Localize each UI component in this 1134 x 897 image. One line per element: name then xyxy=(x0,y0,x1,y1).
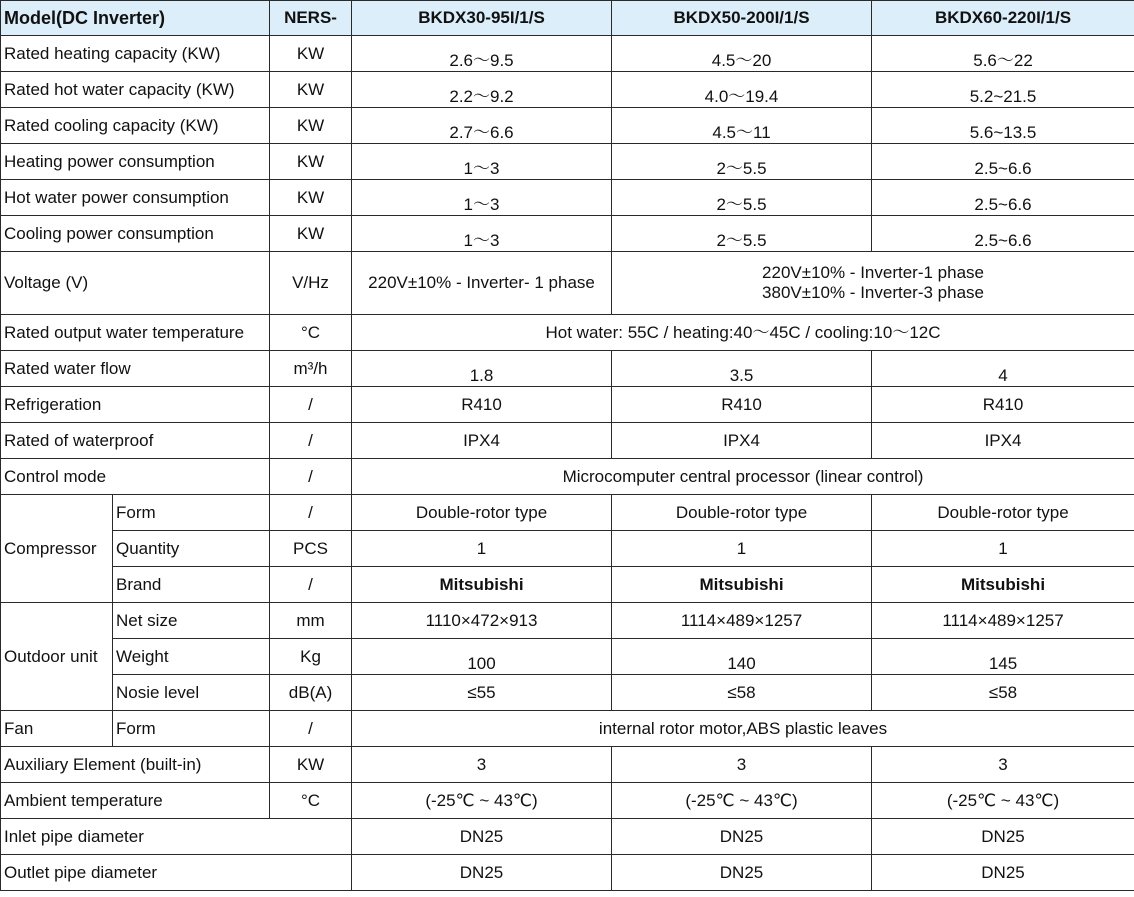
table-row xyxy=(1,675,1134,711)
row-label: Rated output water temperature xyxy=(1,315,270,351)
table-row xyxy=(1,495,1134,531)
table-row xyxy=(1,315,1134,351)
cell-value: 2.5~6.6 xyxy=(872,216,1134,252)
row-unit: / xyxy=(270,387,352,423)
table-row xyxy=(1,783,1134,819)
row-unit: °C xyxy=(270,783,352,819)
cell-value: 4.5～20 xyxy=(612,36,872,72)
row-label: Brand xyxy=(113,567,270,603)
row-label: Auxiliary Element (built-in) xyxy=(1,747,270,783)
row-unit: / xyxy=(270,423,352,459)
row-unit: KW xyxy=(270,72,352,108)
cell-value: 1114×489×1257 xyxy=(872,603,1134,639)
voltage-line-2: 380V±10% - Inverter-3 phase xyxy=(762,283,984,302)
table-row xyxy=(1,216,1134,252)
cell-value: DN25 xyxy=(612,855,872,891)
table-row xyxy=(1,819,1134,855)
row-label: Quantity xyxy=(113,531,270,567)
row-unit: / xyxy=(270,459,352,495)
row-unit: PCS xyxy=(270,531,352,567)
cell-value: IPX4 xyxy=(872,423,1134,459)
cell-value: Double-rotor type xyxy=(612,495,872,531)
group-label-fan: Fan xyxy=(1,711,113,747)
row-label: Nosie level xyxy=(113,675,270,711)
row-unit: Kg xyxy=(270,639,352,675)
table-row xyxy=(1,351,1134,387)
cell-value: IPX4 xyxy=(612,423,872,459)
header-row xyxy=(1,1,1134,36)
cell-value: 5.6~13.5 xyxy=(872,108,1134,144)
cell-value: 3 xyxy=(352,747,612,783)
group-label-outdoor-unit: Outdoor unit xyxy=(1,603,113,711)
cell-value: 1～3 xyxy=(352,180,612,216)
cell-value: 2～5.5 xyxy=(612,216,872,252)
cell-value: 1110×472×913 xyxy=(352,603,612,639)
cell-value: 4.5～11 xyxy=(612,108,872,144)
row-unit: V/Hz xyxy=(270,252,352,315)
row-label: Form xyxy=(113,711,270,747)
row-label: Rated hot water capacity (KW) xyxy=(1,72,270,108)
cell-value: ≤58 xyxy=(612,675,872,711)
cell-value: 2～5.5 xyxy=(612,144,872,180)
cell-value: 1114×489×1257 xyxy=(612,603,872,639)
row-label: Control mode xyxy=(1,459,270,495)
cell-value: Double-rotor type xyxy=(352,495,612,531)
cell-value: 100 xyxy=(352,639,612,675)
cell-value: 1～3 xyxy=(352,144,612,180)
row-unit: / xyxy=(270,567,352,603)
cell-value: 145 xyxy=(872,639,1134,675)
cell-value: 220V±10% - Inverter- 1 phase xyxy=(352,252,612,315)
header-model-3: BKDX60-220I/1/S xyxy=(872,1,1134,36)
cell-value: Mitsubishi xyxy=(872,567,1134,603)
table-row xyxy=(1,567,1134,603)
row-label: Weight xyxy=(113,639,270,675)
table-row xyxy=(1,603,1134,639)
row-label: Rated of waterproof xyxy=(1,423,270,459)
cell-value: 2.5~6.6 xyxy=(872,144,1134,180)
cell-value: (-25℃ ~ 43℃) xyxy=(872,783,1134,819)
cell-value: 1～3 xyxy=(352,216,612,252)
cell-value: 5.6～22 xyxy=(872,36,1134,72)
cell-value: DN25 xyxy=(872,819,1134,855)
cell-value: 1 xyxy=(872,531,1134,567)
cell-value: 3 xyxy=(612,747,872,783)
table-row xyxy=(1,855,1134,891)
table-row xyxy=(1,531,1134,567)
cell-value: 4 xyxy=(872,351,1134,387)
row-unit: KW xyxy=(270,36,352,72)
cell-value: 3 xyxy=(872,747,1134,783)
table-row xyxy=(1,36,1134,72)
table-row xyxy=(1,180,1134,216)
table-row xyxy=(1,639,1134,675)
cell-value: 4.0～19.4 xyxy=(612,72,872,108)
row-unit: °C xyxy=(270,315,352,351)
table-row xyxy=(1,711,1134,747)
row-unit: KW xyxy=(270,144,352,180)
row-unit: KW xyxy=(270,747,352,783)
row-label: Rated heating capacity (KW) xyxy=(1,36,270,72)
table-row xyxy=(1,108,1134,144)
cell-value: IPX4 xyxy=(352,423,612,459)
voltage-line-1: 220V±10% - Inverter-1 phase xyxy=(762,263,984,282)
cell-value: 2～5.5 xyxy=(612,180,872,216)
cell-value: ≤55 xyxy=(352,675,612,711)
cell-value: 1 xyxy=(612,531,872,567)
row-label: Rated water flow xyxy=(1,351,270,387)
table-row xyxy=(1,387,1134,423)
cell-value: (-25℃ ~ 43℃) xyxy=(352,783,612,819)
cell-value: 1.8 xyxy=(352,351,612,387)
group-label-compressor: Compressor xyxy=(1,495,113,603)
cell-value-merged: internal rotor motor,ABS plastic leaves xyxy=(352,711,1134,747)
cell-value: 3.5 xyxy=(612,351,872,387)
cell-value: Mitsubishi xyxy=(352,567,612,603)
row-label: Refrigeration xyxy=(1,387,270,423)
cell-value: 2.7～6.6 xyxy=(352,108,612,144)
row-unit: m³/h xyxy=(270,351,352,387)
cell-value: DN25 xyxy=(352,819,612,855)
row-unit: KW xyxy=(270,216,352,252)
table-row xyxy=(1,747,1134,783)
cell-value: ≤58 xyxy=(872,675,1134,711)
cell-value: DN25 xyxy=(872,855,1134,891)
table-row xyxy=(1,252,1134,315)
cell-value: Mitsubishi xyxy=(612,567,872,603)
row-unit: / xyxy=(270,495,352,531)
row-label: Hot water power consumption xyxy=(1,180,270,216)
table-row xyxy=(1,72,1134,108)
cell-value: (-25℃ ~ 43℃) xyxy=(612,783,872,819)
cell-value: R410 xyxy=(612,387,872,423)
row-label: Inlet pipe diameter xyxy=(1,819,352,855)
header-unit: NERS- xyxy=(270,1,352,36)
row-unit: KW xyxy=(270,180,352,216)
row-unit: / xyxy=(270,711,352,747)
row-unit: mm xyxy=(270,603,352,639)
row-label: Voltage (V) xyxy=(1,252,270,315)
cell-value-merged: Hot water: 55C / heating:40～45C / cooling:10～12C xyxy=(352,315,1134,351)
header-model: Model(DC Inverter) xyxy=(1,1,270,36)
row-unit: KW xyxy=(270,108,352,144)
cell-value: 140 xyxy=(612,639,872,675)
row-label: Cooling power consumption xyxy=(1,216,270,252)
row-label: Rated cooling capacity (KW) xyxy=(1,108,270,144)
cell-value-merged: Microcomputer central processor (linear control) xyxy=(352,459,1134,495)
cell-value: R410 xyxy=(872,387,1134,423)
cell-value: 2.5~6.6 xyxy=(872,180,1134,216)
row-label: Form xyxy=(113,495,270,531)
table-row xyxy=(1,423,1134,459)
cell-value: DN25 xyxy=(612,819,872,855)
cell-value-merged xyxy=(612,252,1134,315)
cell-value: R410 xyxy=(352,387,612,423)
cell-value: 1 xyxy=(352,531,612,567)
header-model-1: BKDX30-95I/1/S xyxy=(352,1,612,36)
header-model-2: BKDX50-200I/1/S xyxy=(612,1,872,36)
row-label: Net size xyxy=(113,603,270,639)
cell-value: 5.2~21.5 xyxy=(872,72,1134,108)
cell-value: Double-rotor type xyxy=(872,495,1134,531)
table-row xyxy=(1,459,1134,495)
table-row xyxy=(1,144,1134,180)
row-label: Ambient temperature xyxy=(1,783,270,819)
cell-value: DN25 xyxy=(352,855,612,891)
row-label: Heating power consumption xyxy=(1,144,270,180)
cell-value: 2.6～9.5 xyxy=(352,36,612,72)
row-label: Outlet pipe diameter xyxy=(1,855,352,891)
row-unit: dB(A) xyxy=(270,675,352,711)
cell-value: 2.2～9.2 xyxy=(352,72,612,108)
